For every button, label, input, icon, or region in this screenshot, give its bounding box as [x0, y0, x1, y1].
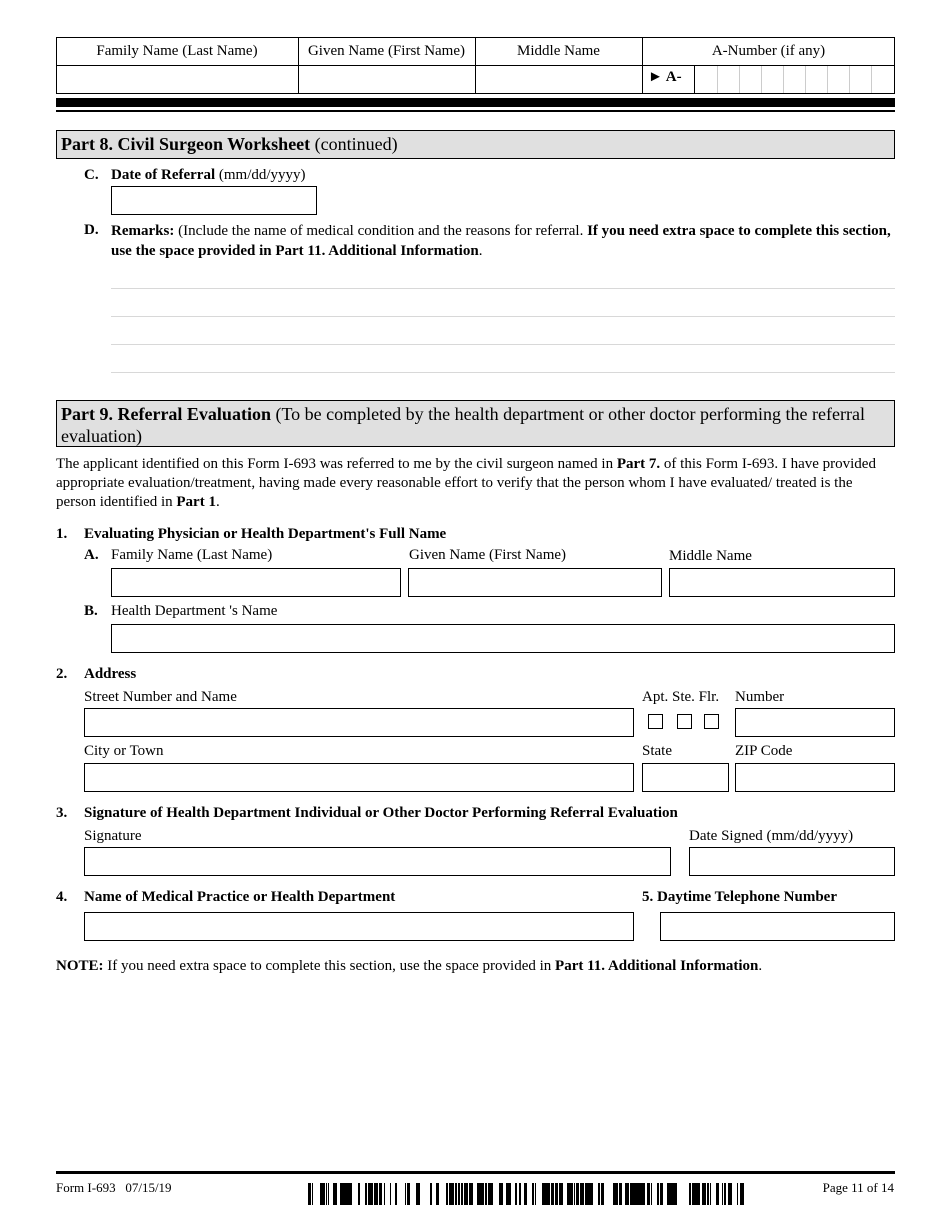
barcode-bar [519, 1183, 521, 1205]
barcode-bar [453, 1183, 454, 1205]
barcode-bar [365, 1183, 367, 1205]
barcode-bar [326, 1183, 327, 1205]
barcode-bar [585, 1183, 589, 1205]
note-label: NOTE: [56, 958, 104, 974]
barcode-bar [458, 1183, 460, 1205]
remarks-text: (Include the name of medical condition and the reasons for referral. [174, 223, 588, 239]
barcode-bar [559, 1183, 563, 1205]
barcode-bar [485, 1183, 487, 1205]
q1b-letter: B. [84, 603, 98, 619]
barcode-bar [333, 1183, 337, 1205]
barcode-bar [379, 1183, 382, 1205]
barcode-bar [567, 1183, 571, 1205]
barcode-bar [696, 1183, 700, 1205]
barcode-bar [488, 1183, 489, 1205]
barcode-bar [647, 1183, 650, 1205]
q1a-letter: A. [84, 547, 99, 563]
form-id: Form I-693 07/15/19 [56, 1180, 172, 1195]
remarks-textarea[interactable] [111, 262, 895, 374]
barcode [308, 1183, 744, 1205]
barcode-bar [321, 1183, 324, 1205]
health-department-name-label: Health Department 's Name [111, 603, 278, 619]
barcode-bar [583, 1183, 584, 1205]
signature-input[interactable] [84, 847, 671, 876]
a-number-cell [739, 66, 761, 93]
barcode-bar [692, 1183, 693, 1205]
zip-input[interactable] [735, 763, 895, 792]
item-c-letter: C. [84, 167, 99, 183]
barcode-bar [630, 1183, 633, 1205]
barcode-bars [308, 1183, 744, 1205]
barcode-bar [667, 1183, 669, 1205]
part9-intro-ref-part1: Part 1 [176, 494, 216, 510]
a-number-cell [871, 66, 893, 93]
remarks-line [111, 288, 895, 289]
barcode-bar [571, 1183, 573, 1205]
evaluator-middle-name-label: Middle Name [669, 548, 752, 564]
barcode-bar [446, 1183, 448, 1205]
q2-label: Address [84, 666, 137, 682]
note-text-bold: Part 11. Additional Information [555, 958, 759, 974]
number-label: Number [735, 689, 785, 705]
part8-header [56, 130, 895, 159]
barcode-bar [340, 1183, 344, 1205]
barcode-bar [515, 1183, 517, 1205]
barcode-bar [489, 1183, 493, 1205]
barcode-bar [328, 1183, 329, 1205]
city-label: City or Town [84, 743, 164, 759]
barcode-bar [499, 1183, 503, 1205]
barcode-bar [619, 1183, 622, 1205]
barcode-bar [741, 1183, 744, 1205]
barcode-bar [598, 1183, 600, 1205]
barcode-bar [557, 1183, 558, 1205]
page-number: Page 11 of 14 [822, 1180, 894, 1195]
barcode-bar [480, 1183, 484, 1205]
part8-title: Part 8. Civil Surgeon Worksheet [61, 134, 311, 154]
barcode-bar [574, 1183, 575, 1205]
barcode-bar [613, 1183, 616, 1205]
remarks-text-end: . [478, 243, 483, 259]
evaluator-given-name-label: Given Name (First Name) [409, 547, 567, 563]
street-label: Street Number and Name [84, 689, 237, 705]
barcode-bar [580, 1183, 583, 1205]
q3-label: Signature of Health Department Individual or Other Doctor Performing Referral Evaluation [84, 805, 678, 821]
barcode-bar [436, 1183, 439, 1205]
barcode-bar [416, 1183, 420, 1205]
header-family-name-label: Family Name (Last Name) [96, 43, 258, 59]
remarks-label: Remarks: [111, 223, 175, 239]
barcode-bar [724, 1183, 726, 1205]
barcode-bar [449, 1183, 453, 1205]
q1-label: Evaluating Physician or Health Department's Full Name [84, 526, 447, 542]
barcode-bar [344, 1183, 345, 1205]
barcode-bar [551, 1183, 554, 1205]
barcode-bar [370, 1183, 371, 1205]
remarks-instructions [111, 221, 895, 261]
q3-number: 3. [56, 805, 68, 821]
barcode-bar [576, 1183, 579, 1205]
barcode-bar [633, 1183, 635, 1205]
a-number-prefix: ► A- [648, 69, 682, 85]
barcode-bar [617, 1183, 618, 1205]
header-given-name-label: Given Name (First Name) [307, 43, 466, 59]
a-number-cell [761, 66, 783, 93]
remarks-line [111, 372, 895, 373]
barcode-bar [717, 1183, 718, 1205]
barcode-bar [533, 1183, 534, 1205]
part9-intro-text: of this Form I-693. I have provided appropriate evaluation/treatment, having made every reasonable effort to verify that the person whom I have evaluated/ treated is the person identified in [56, 456, 876, 510]
barcode-bar [535, 1183, 536, 1205]
barcode-bar [469, 1183, 473, 1205]
q2-number: 2. [56, 666, 68, 682]
barcode-bar [542, 1183, 546, 1205]
barcode-bar [477, 1183, 480, 1205]
barcode-bar [374, 1183, 378, 1205]
barcode-bar [430, 1183, 431, 1205]
barcode-bar [642, 1183, 645, 1205]
header-given-name-input[interactable] [299, 66, 474, 93]
barcode-bar [407, 1183, 410, 1205]
header-a-number-label: A-Number (if any) [711, 43, 826, 59]
barcode-bar [635, 1183, 638, 1205]
a-number-input[interactable] [695, 66, 894, 93]
barcode-bar [308, 1183, 310, 1205]
item-d-letter: D. [84, 222, 99, 238]
barcode-bar [384, 1183, 385, 1205]
apt-ste-flr-label: Apt. Ste. Flr. [642, 689, 720, 705]
part9-intro [56, 455, 895, 512]
health-department-name-input[interactable] [111, 624, 895, 653]
evaluator-given-name-input[interactable] [408, 568, 662, 597]
remarks-line [111, 344, 895, 345]
state-label: State [642, 743, 672, 759]
barcode-bar [349, 1183, 352, 1205]
barcode-bar [716, 1183, 717, 1205]
barcode-bar [669, 1183, 671, 1205]
q1-number: 1. [56, 526, 68, 542]
barcode-bar [358, 1183, 360, 1205]
remarks-text-bold: If you need extra space to complete this section, use the space provided in Part 11. Additional Information [111, 223, 891, 259]
barcode-bar [455, 1183, 457, 1205]
barcode-bar [718, 1183, 719, 1205]
barcode-bar [737, 1183, 738, 1205]
evaluator-middle-name-input[interactable] [669, 568, 895, 597]
barcode-bar [638, 1183, 642, 1205]
note-text-end: . [758, 958, 763, 974]
date-of-referral-label-bold: Date of Referral [111, 167, 216, 183]
barcode-bar [710, 1183, 711, 1205]
date-signed-label: Date Signed (mm/dd/yyyy) [689, 828, 854, 844]
barcode-bar [601, 1183, 604, 1205]
barcode-bar [625, 1183, 629, 1205]
barcode-bar [312, 1183, 313, 1205]
barcode-bar [371, 1183, 373, 1205]
barcode-bar [368, 1183, 370, 1205]
date-of-referral-input[interactable] [111, 186, 317, 215]
part9-intro-text: The applicant identified on this Form I-693 was referred to me by the civil surgeon named in [56, 456, 617, 472]
barcode-bar [660, 1183, 663, 1205]
street-input[interactable] [84, 708, 634, 737]
apt-number-input[interactable] [735, 708, 895, 737]
q4-number: 4. [56, 889, 68, 905]
medical-practice-name-input[interactable] [84, 912, 634, 941]
barcode-bar [689, 1183, 691, 1205]
barcode-bar [506, 1183, 507, 1205]
barcode-bar [616, 1183, 617, 1205]
a-number-cell [805, 66, 827, 93]
date-signed-input[interactable] [689, 847, 895, 876]
city-input[interactable] [84, 763, 634, 792]
a-number-cell [783, 66, 805, 93]
note [56, 958, 762, 975]
header-middle-name-input[interactable] [476, 66, 641, 93]
barcode-bar [671, 1183, 673, 1205]
remarks-line [111, 316, 895, 317]
part9-intro-text: . [215, 494, 220, 510]
ste-checkbox[interactable] [677, 714, 692, 729]
part9-header [56, 400, 895, 447]
barcode-bar [390, 1183, 391, 1205]
barcode-bar [555, 1183, 557, 1205]
a-number-cell [849, 66, 871, 93]
barcode-bar [524, 1183, 527, 1205]
barcode-bar [657, 1183, 659, 1205]
zip-label: ZIP Code [735, 743, 793, 759]
part8-title-suffix: (continued) [310, 134, 398, 154]
note-text: If you need extra space to complete this section, use the space provided in [103, 958, 556, 974]
barcode-bar [728, 1183, 732, 1205]
barcode-bar [740, 1183, 741, 1205]
state-select[interactable] [642, 763, 729, 792]
apt-checkbox[interactable] [648, 714, 663, 729]
evaluator-family-name-label: Family Name (Last Name) [111, 547, 273, 563]
barcode-bar [320, 1183, 321, 1205]
date-of-referral-label [111, 167, 306, 184]
flr-checkbox[interactable] [704, 714, 719, 729]
evaluator-family-name-input[interactable] [111, 568, 401, 597]
a-number-cell [717, 66, 739, 93]
signature-label: Signature [84, 828, 142, 844]
barcode-bar [707, 1183, 709, 1205]
barcode-bar [507, 1183, 511, 1205]
barcode-bar [461, 1183, 463, 1205]
barcode-bar [431, 1183, 432, 1205]
q5-label: 5. Daytime Telephone Number [642, 889, 837, 905]
barcode-bar [722, 1183, 723, 1205]
barcode-bar [532, 1183, 533, 1205]
date-of-referral-format: (mm/dd/yyyy) [215, 167, 306, 183]
header-thin-rule [56, 110, 895, 112]
footer-rule [56, 1171, 895, 1174]
header-family-name-input[interactable] [57, 66, 297, 93]
part9-title-suffix: (To be completed by the health department or other doctor performing the referral evaluation) [61, 404, 865, 446]
barcode-bar [464, 1183, 468, 1205]
barcode-bar [651, 1183, 652, 1205]
a-number-cell [827, 66, 849, 93]
barcode-bar [395, 1183, 397, 1205]
header-thick-rule [56, 98, 895, 107]
barcode-bar [324, 1183, 325, 1205]
header-middle-name-label: Middle Name [517, 43, 600, 59]
part9-intro-ref-part7: Part 7. [616, 456, 661, 472]
q4-label: Name of Medical Practice or Health Department [84, 889, 396, 905]
barcode-bar [673, 1183, 677, 1205]
barcode-bar [310, 1183, 311, 1205]
barcode-bar [702, 1183, 706, 1205]
barcode-bar [546, 1183, 550, 1205]
part9-title: Part 9. Referral Evaluation [61, 404, 271, 424]
barcode-bar [405, 1183, 406, 1205]
barcode-bar [589, 1183, 593, 1205]
barcode-bar [345, 1183, 349, 1205]
daytime-telephone-input[interactable] [660, 912, 895, 941]
barcode-bar [693, 1183, 696, 1205]
